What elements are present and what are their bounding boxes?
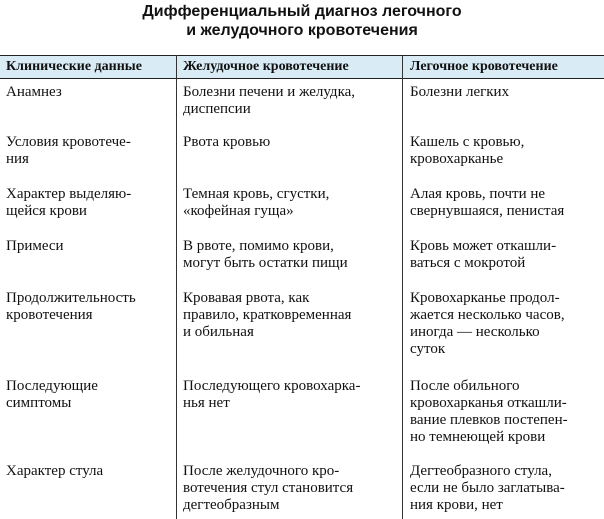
table-cell: Дегтеобразного стула, если не было заглатыва- ния крови, нет	[410, 463, 565, 513]
table-cell: Кашель с кровью, кровохарканье	[410, 134, 525, 167]
table-cell: После обильного кровохарканья откашли- вание плевков постепен- но темнеющей крови	[410, 378, 568, 445]
table-cell: Болезни легких	[410, 84, 510, 100]
table-header	[0, 55, 604, 79]
title-line-1: Дифференциальный диагноз легочного	[142, 3, 462, 20]
table-cell: Последующего кровохарка- нья нет	[183, 378, 361, 411]
column-divider	[402, 55, 403, 519]
header-clinical-data: Клинические данные	[6, 59, 142, 74]
header-gastric-bleeding: Желудочное кровотечение	[183, 59, 349, 74]
page-title	[0, 2, 604, 40]
header-pulmonary-bleeding: Легочное кровотечение	[410, 59, 558, 74]
title-line-2: и желудочного кровотечения	[186, 22, 418, 39]
table-cell: Характер выделяю- щейся крови	[6, 186, 132, 219]
table-cell: Кровавая рвота, как правило, кратковременная и обильная	[183, 290, 352, 340]
table-cell: Рвота кровью	[183, 134, 271, 150]
table-cell: Примеси	[6, 238, 64, 254]
table-cell: Кровохарканье продол- жается несколько часов, иногда — несколько суток	[410, 290, 565, 357]
table-cell: Последующие симптомы	[6, 378, 98, 411]
table-cell: Характер стула	[6, 463, 104, 479]
table-cell: Условия кровотече- ния	[6, 134, 131, 167]
table-cell: Продолжительность кровотечения	[6, 290, 136, 323]
table-cell: После желудочного кро- вотечения стул становится дегтеобразным	[183, 463, 354, 513]
table-cell: Болезни печени и желудка, диспепсии	[183, 84, 356, 117]
table-cell: Алая кровь, почти не свернувшаяся, пенистая	[410, 186, 565, 219]
table-cell: Кровь может откашли- ваться с мокротой	[410, 238, 557, 271]
table-cell: В рвоте, помимо крови, могут быть остатки пищи	[183, 238, 348, 271]
table-cell: Темная кровь, сгустки, «кофейная гуща»	[183, 186, 330, 219]
column-divider	[176, 55, 177, 519]
table-cell: Анамнез	[6, 84, 62, 100]
